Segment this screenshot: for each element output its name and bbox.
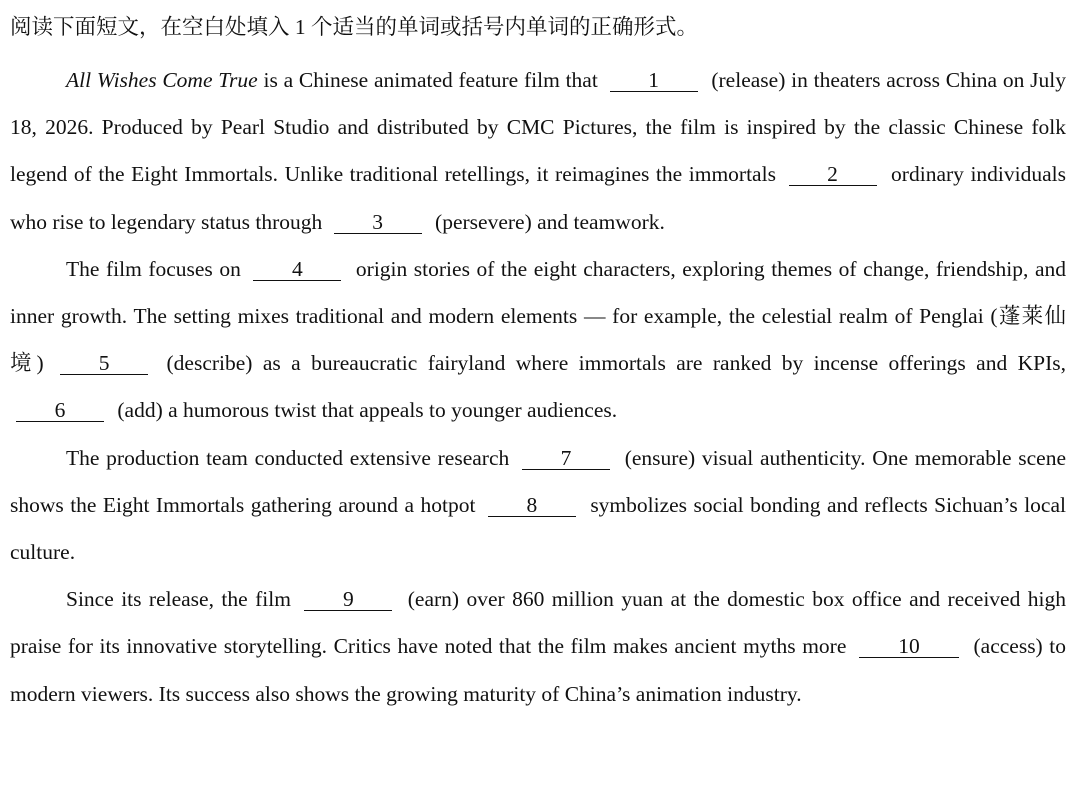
paragraph-3	[10, 435, 1066, 577]
blank-10[interactable]: 10	[859, 635, 959, 658]
passage-text: (add) a humorous twist that appeals to younger audiences.	[112, 398, 618, 423]
paragraph-2	[10, 246, 1066, 435]
blank-6[interactable]: 6	[16, 399, 104, 422]
passage-text: (access) to modern viewers. Its success also shows the growing maturity of China’s animation industry.	[10, 634, 1067, 706]
blank-4[interactable]: 4	[253, 258, 341, 281]
passage-text: (describe) as a bureaucratic fairyland where immortals are ranked by incense offerings and KPIs,	[156, 351, 1066, 376]
blank-7[interactable]: 7	[522, 447, 610, 470]
paragraph-4	[10, 576, 1066, 718]
passage-text: (ensure) visual authenticity. One memorable scene shows the Eight Immortals gathering around a hotpot	[10, 445, 1066, 517]
film-title: All Wishes Come True	[66, 68, 258, 92]
passage-text: Since its release, the film	[66, 587, 299, 612]
passage-text: ordinary individuals who rise to legendary status through	[10, 162, 1067, 234]
passage-text: (persevere) and teamwork.	[429, 209, 665, 234]
blank-3[interactable]: 3	[334, 211, 422, 234]
passage-text: (earn) over 860 million yuan at the domestic box office and received high praise for its innovative storytelling. Critics have noted that the film makes ancient myths more	[10, 587, 1066, 659]
passage-text: The production team conducted extensive research	[66, 445, 516, 470]
passage-text: The film focuses on	[66, 256, 248, 281]
passage-text: origin stories of the eight characters, exploring themes of change, friendship, and inner growth. The setting mixes traditional and modern elements — for example, the celestial realm of Penglai (蓬莱仙境)	[10, 256, 1066, 376]
passage	[10, 57, 1066, 718]
blank-2[interactable]: 2	[789, 163, 877, 186]
blank-9[interactable]: 9	[304, 588, 392, 611]
blank-5[interactable]: 5	[60, 352, 148, 375]
instructions: 阅读下面短文，在空白处填入 1 个适当的单词或括号内单词的正确形式。	[10, 15, 699, 39]
blank-1[interactable]: 1	[610, 69, 698, 92]
passage-text: is a Chinese animated feature film that	[257, 68, 604, 92]
passage-text: (release) in theaters across China on July 18, 2026. Produced by Pearl Studio and distributed by CMC Pictures, the film is inspired by the classic Chinese folk legend of the Eight Immortals. Unlike traditional retellings, it reimagines the immortals	[10, 68, 1066, 187]
paragraph-1	[10, 57, 1066, 246]
blank-8[interactable]: 8	[488, 494, 576, 517]
passage-text: symbolizes social bonding and reflects Sichuan’s local culture.	[10, 492, 1066, 565]
